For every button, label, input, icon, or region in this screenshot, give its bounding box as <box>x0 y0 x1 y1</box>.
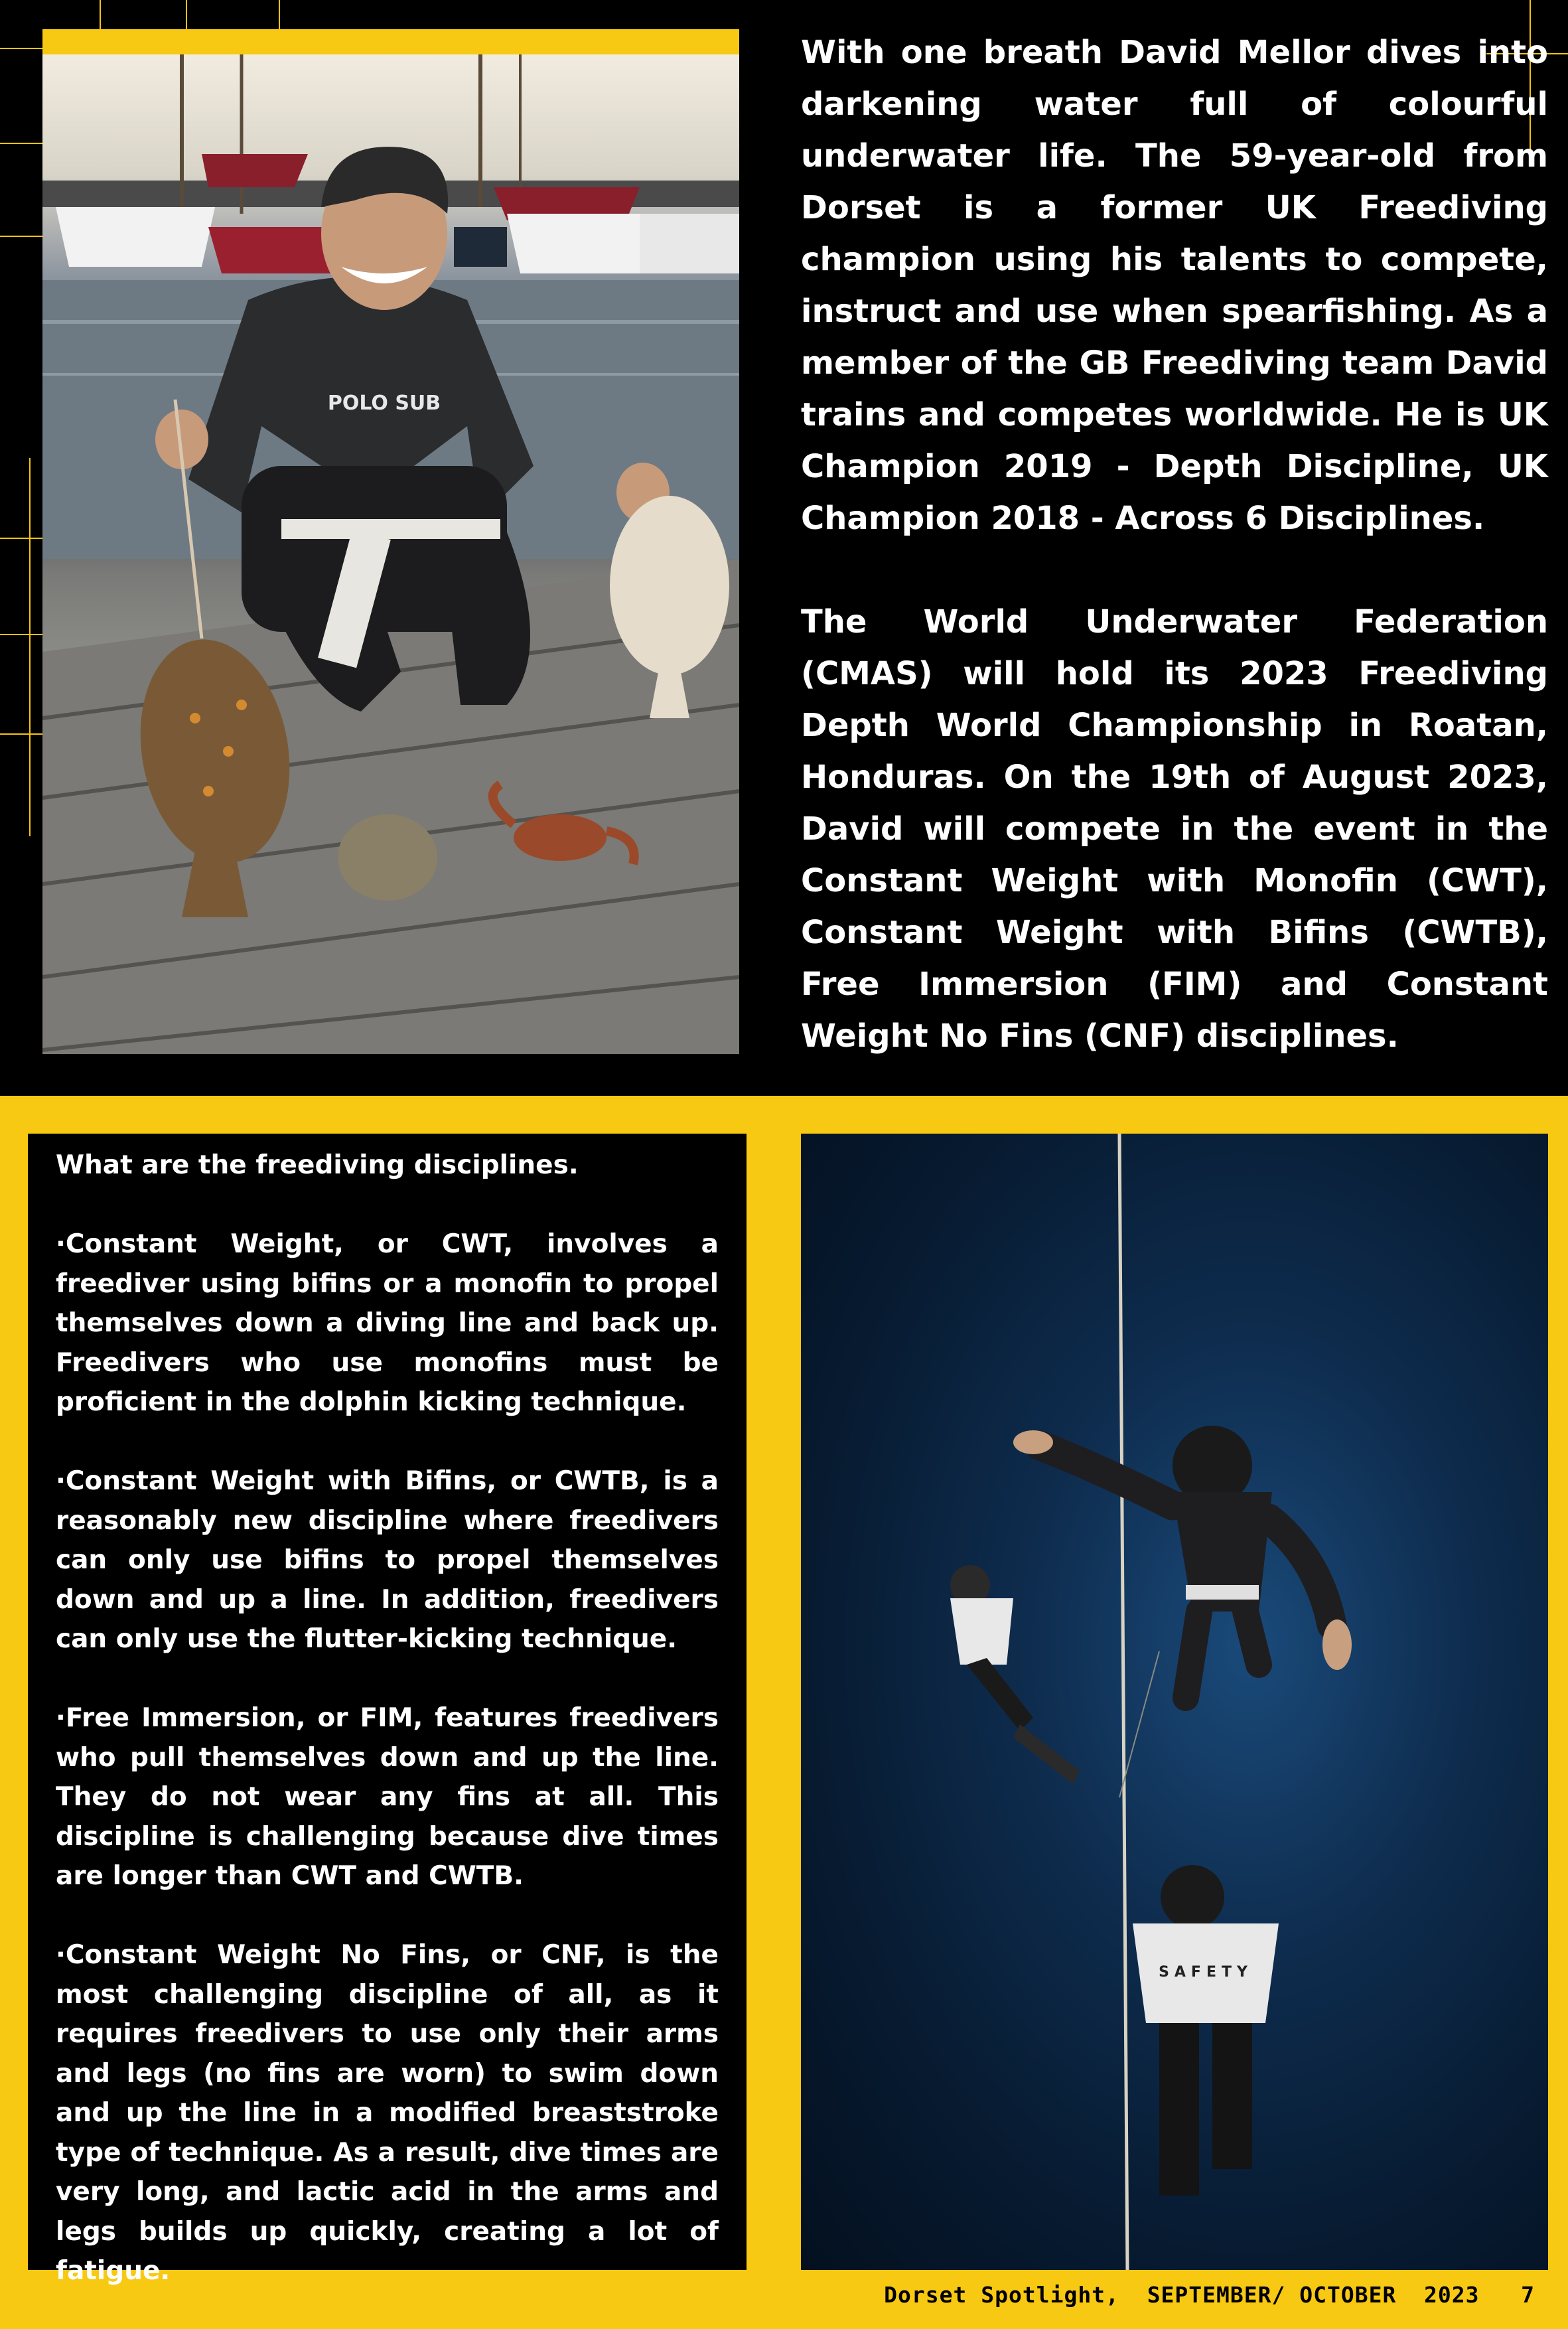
disciplines-heading: What are the freediving disciplines. <box>56 1150 579 1180</box>
diver-with-catch-photo <box>42 29 739 1054</box>
crab <box>514 814 606 861</box>
discipline-item-cwt: ·Constant Weight, or CWT, involves a freediver using bifins or a monofin to propel themselves down a diving line and back up. Freedivers who use monofins must be proficient in the dolphin kicking technique. <box>56 1229 719 1417</box>
underwater-scene <box>801 1134 1548 2270</box>
publication-name: Dorset Spotlight, <box>884 2282 1119 2308</box>
harbour-scene <box>42 54 739 1054</box>
decorative-line <box>0 538 42 539</box>
dive-line <box>1119 1134 1127 2270</box>
decorative-line <box>29 458 31 836</box>
safety-diver-left <box>950 1565 1080 1784</box>
decorative-line <box>0 48 42 49</box>
underwater-freedivers-photo <box>801 1134 1548 2270</box>
decorative-line <box>100 0 101 29</box>
decorative-line <box>0 733 42 735</box>
discipline-item-cwtb: ·Constant Weight with Bifins, or CWTB, is a reasonably new discipline where freedivers can only use bifins to propel themselves down and up a line. In addition, freedivers can only use the flutter-kicking technique. <box>56 1466 719 1654</box>
top-section <box>0 0 1568 1096</box>
safety-diver-bottom <box>1133 1865 1279 2196</box>
decorative-line <box>0 634 42 635</box>
decorative-line <box>279 0 280 29</box>
safety-shirt-text: SAFETY <box>1159 1964 1253 1981</box>
wetsuit-logo-text: POLO SUB <box>327 392 441 415</box>
page-footer <box>884 2282 1535 2308</box>
championship-paragraph: The World Underwater Federation (CMAS) will hold its 2023 Freediving Depth World Championship in Roatan, Honduras. On the 19th of August 2023, David will compete in the event in the Constant Weight with Monofin (CWT), Constant Weight with Bifins (CWTB), Free Immersion (FIM) and Constant Weight No Fins (CNF) disciplines. <box>801 603 1548 1055</box>
intro-text <box>801 27 1548 1096</box>
discipline-item-cnf: ·Constant Weight No Fins, or CNF, is the most challenging discipline of all, as it requires freedivers to use only their arms and legs (no fins are worn) to swim down and up the line in a modified breaststroke type of technique. As a result, dive times are very long, and lactic acid in the arms and legs builds up quickly, creating a lot of fatigue. <box>56 1940 719 2286</box>
page-number: 7 <box>1521 2282 1535 2308</box>
discipline-item-fim: ·Free Immersion, or FIM, features freedivers who pull themselves down and up the line. They do not wear any fins at all. This discipline is challenging because dive times are longer than CWT and CWTB. <box>56 1703 719 1891</box>
intro-paragraph: With one breath David Mellor dives into darkening water full of colourful underwater life. The 59-year-old from Dorset is a former UK Freediving champion using his talents to compete, instruct and use when spearfishing. As a member of the GB Freediving team David trains and competes worldwide. He is UK Champion 2019 - Depth Discipline, UK Champion 2018 - Across 6 Disciplines. <box>801 34 1548 537</box>
decorative-line <box>0 143 42 144</box>
decorative-line <box>186 0 187 29</box>
flatfish <box>610 496 729 675</box>
freediver-black-suit <box>1013 1426 1352 1698</box>
decorative-line <box>0 236 42 237</box>
disciplines-box <box>28 1134 747 2286</box>
issue-date: SEPTEMBER/ OCTOBER 2023 <box>1147 2282 1480 2308</box>
small-fish <box>338 814 437 901</box>
